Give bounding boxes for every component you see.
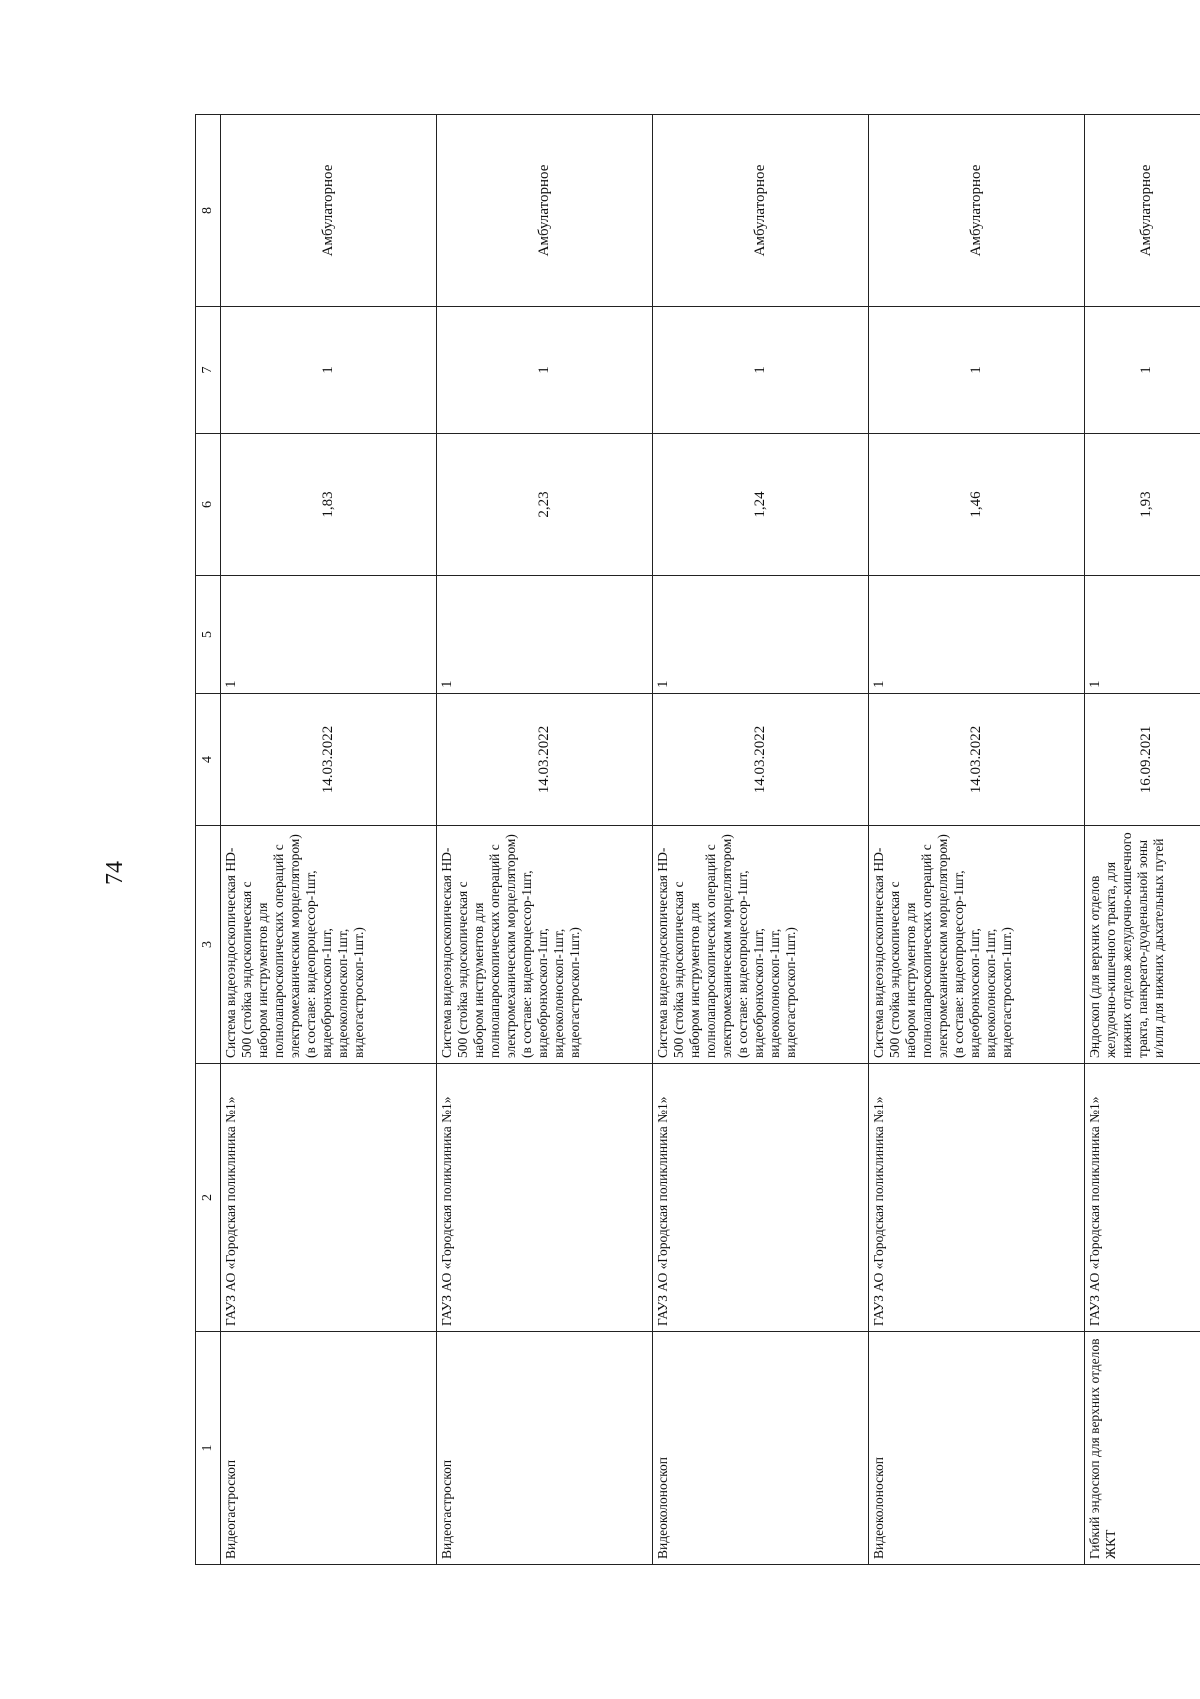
value-cell: 1,93 [1084,434,1200,576]
equipment-name-cell: Видеогастроскоп [221,1332,437,1565]
organization-cell: ГАУЗ АО «Городская поликлиника №1» [221,1064,437,1332]
date-cell: 16.09.2021 [1084,694,1200,826]
care-type-cell: Амбулаторное [221,115,437,307]
care-type-cell: Амбулаторное [436,115,652,307]
count-cell: 1 [221,307,437,434]
table-row [1084,115,1200,1565]
date-cell: 14.03.2022 [436,694,652,826]
header-cell: 2 [196,1064,221,1332]
equipment-name-cell: Видеогастроскоп [436,1332,652,1565]
count-cell: 1 [436,307,652,434]
header-row [196,115,221,1565]
table-row [221,115,437,1565]
quantity-cell: 1 [436,576,652,694]
description-cell: Система видеоэндоскопическая HD-500 (стойка эндоскопическая с набором инструментов для полнолапароскопических операций с электромеханическим морцеллятором) (в составе: видеопроцессор-1шт, видеобронхоскоп-1шт, видеоколоноскоп-1шт, видеогастроскоп-1шт.) [652,826,868,1064]
organization-cell: ГАУЗ АО «Городская поликлиника №1» [436,1064,652,1332]
equipment-name-cell: Гибкий эндоскоп для верхних отделов ЖКТ [1084,1332,1200,1565]
page-number: 74 [102,861,128,885]
date-cell: 14.03.2022 [652,694,868,826]
header-cell: 7 [196,307,221,434]
description-cell: Система видеоэндоскопическая HD-500 (стойка эндоскопическая с набором инструментов для полнолапароскопических операций с электромеханическим морцеллятором) (в составе: видеопроцессор-1шт, видеобронхоскоп-1шт, видеоколоноскоп-1шт, видеогастроскоп-1шт.) [868,826,1084,1064]
description-cell: Система видеоэндоскопическая HD-500 (стойка эндоскопическая с набором инструментов для полнолапароскопических операций с электромеханическим морцеллятором) (в составе: видеопроцессор-1шт, видеобронхоскоп-1шт, видеоколоноскоп-1шт, видеогастроскоп-1шт.) [221,826,437,1064]
equipment-name-cell: Видеоколоноскоп [652,1332,868,1565]
count-cell: 1 [652,307,868,434]
date-cell: 14.03.2022 [868,694,1084,826]
organization-cell: ГАУЗ АО «Городская поликлиника №1» [652,1064,868,1332]
equipment-table [195,114,1200,1565]
organization-cell: ГАУЗ АО «Городская поликлиника №1» [1084,1064,1200,1332]
count-cell: 1 [868,307,1084,434]
equipment-name-cell: Видеоколоноскоп [868,1332,1084,1565]
value-cell: 1,46 [868,434,1084,576]
header-cell: 3 [196,826,221,1064]
care-type-cell: Амбулаторное [652,115,868,307]
quantity-cell: 1 [1084,576,1200,694]
header-cell: 8 [196,115,221,307]
table-row [868,115,1084,1565]
header-cell: 1 [196,1332,221,1565]
quantity-cell: 1 [868,576,1084,694]
header-cell: 4 [196,694,221,826]
value-cell: 1,83 [221,434,437,576]
value-cell: 2,23 [436,434,652,576]
header-cell: 6 [196,434,221,576]
description-cell: Система видеоэндоскопическая HD-500 (стойка эндоскопическая с набором инструментов для полнолапароскопических операций с электромеханическим морцеллятором) (в составе: видеопроцессор-1шт, видеобронхоскоп-1шт, видеоколоноскоп-1шт, видеогастроскоп-1шт.) [436,826,652,1064]
value-cell: 1,24 [652,434,868,576]
header-cell: 5 [196,576,221,694]
date-cell: 14.03.2022 [221,694,437,826]
count-cell: 1 [1084,307,1200,434]
care-type-cell: Амбулаторное [868,115,1084,307]
quantity-cell: 1 [652,576,868,694]
rotated-table-container [195,115,1200,1565]
quantity-cell: 1 [221,576,437,694]
care-type-cell: Амбулаторное [1084,115,1200,307]
organization-cell: ГАУЗ АО «Городская поликлиника №1» [868,1064,1084,1332]
description-cell: Эндоскоп (для верхних отделов желудочно-кишечного тракта, для нижних отделов желудочно-кишечного тракта, панкреато-дуоденальной зоны и/или для нижних дыхательных путей [1084,826,1200,1064]
table-row [652,115,868,1565]
table-row [436,115,652,1565]
